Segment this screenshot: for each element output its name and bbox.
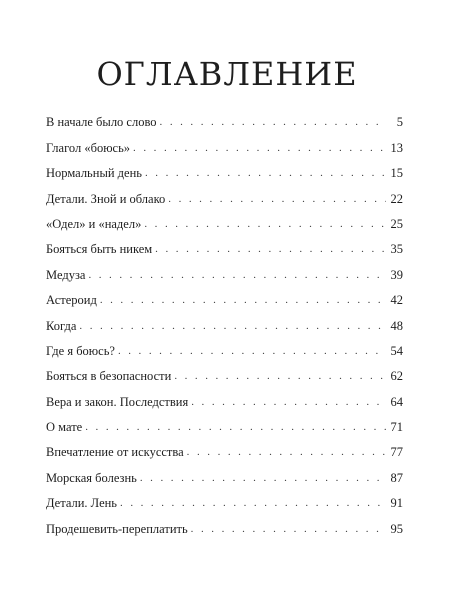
toc-entry-title: Нормальный день: [46, 166, 145, 180]
toc-entry-title: О мате: [46, 420, 85, 434]
toc-entry-page: 39: [390, 267, 403, 282]
toc-entry-title: Вера и закон. Последствия: [46, 395, 191, 409]
toc-entry-title: Впечатление от искусства: [46, 445, 187, 459]
toc-entry-page: 48: [390, 318, 403, 333]
toc-entry-title: Где я боюсь?: [46, 344, 118, 358]
toc-entry: [46, 307, 403, 332]
toc-entry-page: 91: [390, 496, 403, 511]
table-of-contents: [46, 104, 403, 536]
toc-dot-leader: [144, 217, 386, 231]
toc-entry: [46, 256, 403, 281]
toc-entry-page: 71: [390, 420, 403, 435]
toc-entry: [46, 485, 403, 510]
toc-dot-leader: [88, 268, 386, 282]
toc-dot-leader: [100, 293, 386, 307]
toc-entry-page: 42: [390, 293, 403, 308]
toc-entry-title: В начале было слово: [46, 115, 160, 129]
toc-entry-title: Продешевить-переплатить: [46, 522, 191, 536]
toc-entry: [46, 282, 403, 307]
toc-entry: [46, 129, 403, 154]
page-title: ОГЛАВЛЕНИЕ: [96, 55, 358, 93]
toc-entry-title: Астероид: [46, 293, 100, 307]
toc-entry: [46, 333, 403, 358]
toc-dot-leader: [85, 420, 386, 434]
toc-entry-page: 25: [390, 216, 403, 231]
toc-entry-page: 35: [390, 242, 403, 257]
toc-entry-title: Морская болезнь: [46, 471, 140, 485]
toc-entry: [46, 104, 403, 129]
toc-entry: [46, 180, 403, 205]
toc-entry-title: Детали. Лень: [46, 496, 120, 510]
toc-entry: [46, 459, 403, 484]
toc-entry-title: Глагол «боюсь»: [46, 141, 133, 155]
toc-dot-leader: [118, 344, 386, 358]
toc-entry-page: 5: [396, 115, 403, 130]
toc-entry-title: Когда: [46, 319, 79, 333]
toc-dot-leader: [120, 496, 386, 510]
toc-entry: [46, 383, 403, 408]
toc-entry-page: 13: [390, 140, 403, 155]
toc-entry-title: «Одел» и «надел»: [46, 217, 144, 231]
toc-dot-leader: [79, 319, 386, 333]
toc-entry-title: Детали. Зной и облако: [46, 192, 168, 206]
toc-dot-leader: [133, 141, 386, 155]
toc-dot-leader: [160, 115, 386, 129]
toc-entry-page: 77: [390, 445, 403, 460]
toc-entry-title: Бояться быть никем: [46, 242, 155, 256]
toc-dot-leader: [140, 471, 386, 485]
toc-dot-leader: [155, 242, 386, 256]
toc-entry: [46, 231, 403, 256]
toc-entry-page: 87: [390, 470, 403, 485]
toc-entry-page: 22: [390, 191, 403, 206]
toc-entry-title: Бояться в безопасности: [46, 369, 174, 383]
toc-entry: [46, 358, 403, 383]
toc-dot-leader: [191, 395, 386, 409]
toc-dot-leader: [168, 192, 386, 206]
toc-dot-leader: [191, 522, 386, 536]
toc-entry-page: 62: [390, 369, 403, 384]
toc-entry-page: 64: [390, 394, 403, 409]
toc-entry: [46, 409, 403, 434]
toc-dot-leader: [187, 445, 386, 459]
toc-entry: [46, 206, 403, 231]
toc-entry-title: Медуза: [46, 268, 88, 282]
toc-entry: [46, 155, 403, 180]
toc-entry-page: 54: [390, 343, 403, 358]
toc-entry: [46, 510, 403, 535]
toc-dot-leader: [145, 166, 386, 180]
toc-entry-page: 15: [390, 166, 403, 181]
toc-entry-page: 95: [390, 521, 403, 536]
toc-dot-leader: [174, 369, 386, 383]
toc-entry: [46, 434, 403, 459]
